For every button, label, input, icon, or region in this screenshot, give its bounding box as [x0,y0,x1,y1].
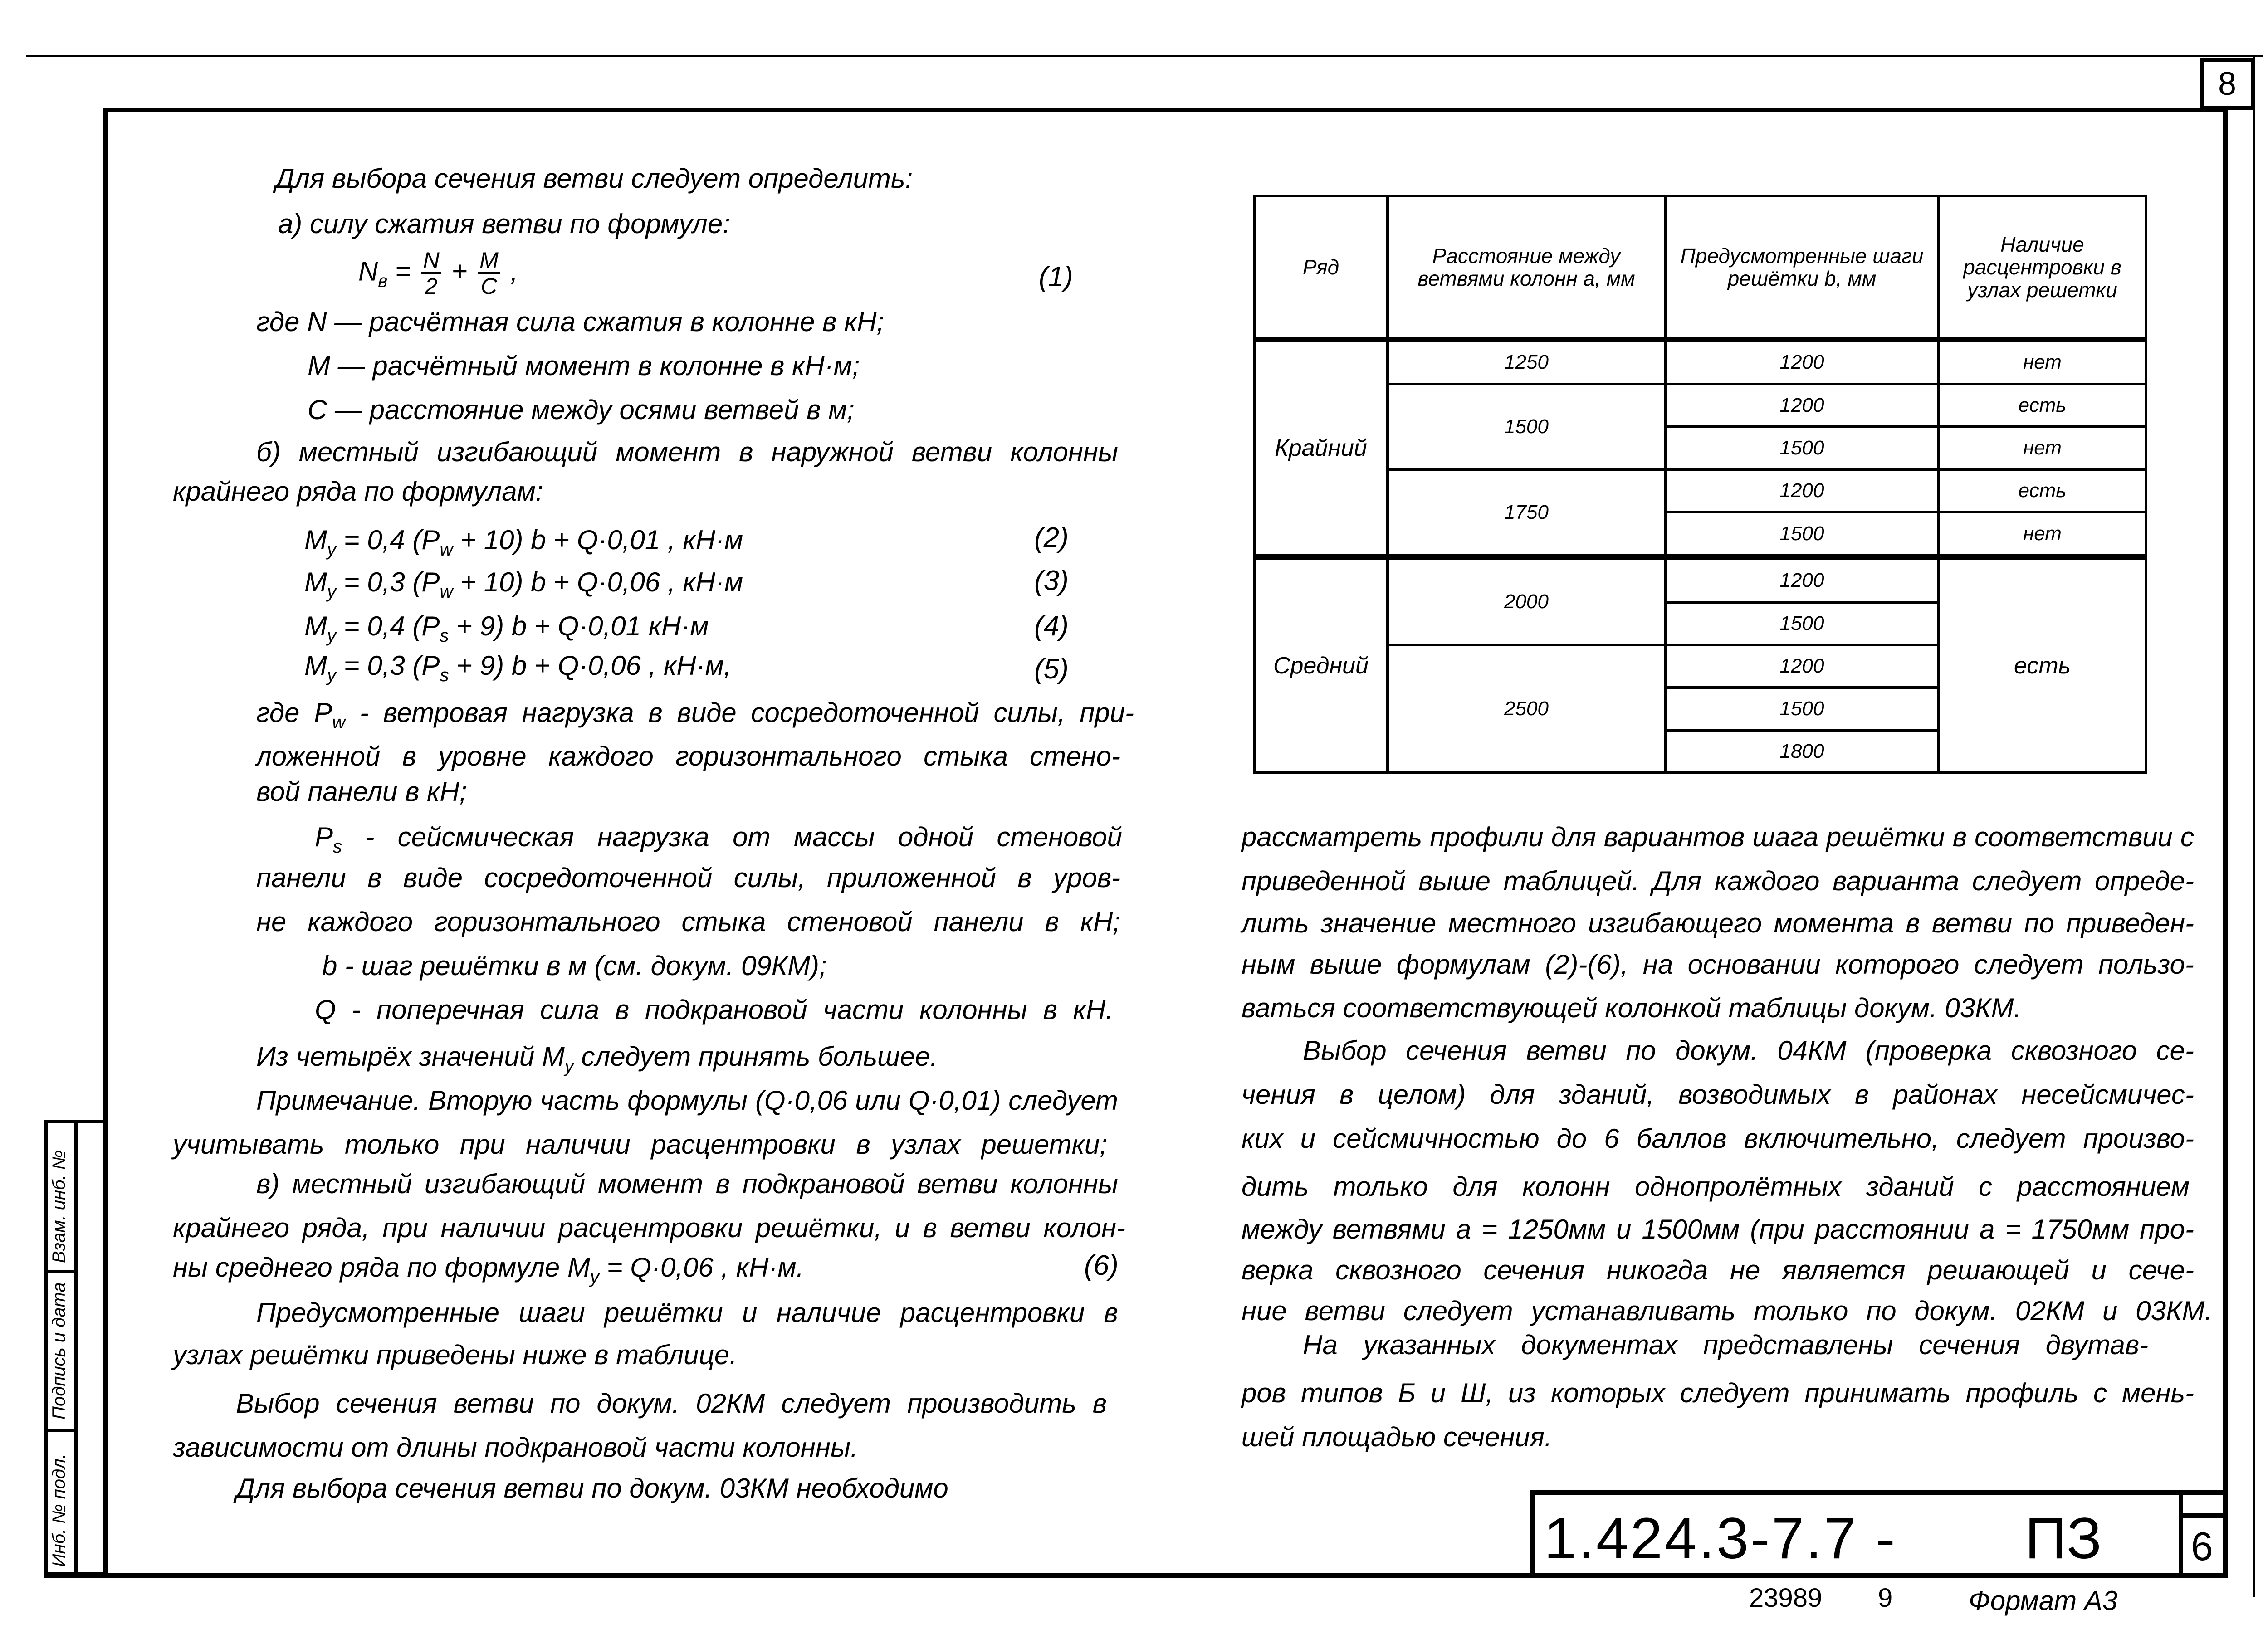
formula-number-1: (1) [1039,261,1073,293]
text-line [256,1040,938,1083]
text-line [1242,1171,2190,1203]
text-line [1242,948,2194,981]
denominator: C [480,273,497,299]
text-segment: + 9) b + Q·0,01 кН·м [449,611,709,641]
text-line [315,821,1122,863]
text-line [256,1084,1118,1117]
text-line [256,697,1134,739]
text-line [304,649,731,692]
text-segment: Для выбора сечения ветви следует определить: [275,163,913,194]
text-segment: шей площадью сечения. [1242,1422,1552,1452]
text-segment: = 0,3 (P [336,567,440,597]
subscript: s [333,837,342,857]
frame-top [103,108,2226,112]
table-row [1254,469,2146,512]
spacing: 2000 [1388,557,1665,644]
lattice-table [1253,195,2147,774]
margin-label-inv: Инб. № подл. [49,1454,69,1567]
text-line [173,1251,804,1293]
text-line [278,208,730,240]
text-segment: M — расчётный момент в колонне в кН·м; [308,351,860,381]
step: 1800 [1665,730,1939,773]
text-segment: = 0,4 (P [336,611,440,641]
sheet-cell [2179,1495,2228,1576]
text-segment: = 0,4 (P [336,525,440,555]
decentering: нет [1939,427,2146,469]
text-segment: лить значение местного изгибающего момента в ветви по приведен- [1242,908,2194,938]
text-line [1242,821,2194,854]
margin-stamp-value-column [74,1120,107,1576]
text-line [256,436,1118,468]
text-segment: M [304,567,327,597]
text-segment: M [304,525,327,555]
text-segment: б) местный изгибающий момент в наружной ветви колонны [256,437,1118,467]
text-segment: в) местный изгибающий момент в подкрановой ветви колонны [256,1169,1118,1199]
header-row-type: Ряд [1254,196,1388,339]
text-segment: узлах решётки приведены ниже в таблице. [173,1340,737,1370]
formula-subscript: в [378,271,388,291]
text-line [236,1472,948,1505]
document-code: 1.424.3-7.7 - [1544,1506,1897,1571]
subscript: y [327,540,336,560]
subscript: y [327,626,336,646]
decentering: нет [1939,512,2146,557]
spacing: 2500 [1388,645,1665,773]
text-segment: P [315,822,333,852]
text-line [1242,1213,2194,1246]
formula-number-4: (4) [1034,610,1069,642]
text-segment: Из четырёх значений M [256,1041,565,1072]
decentering: есть [1939,469,2146,512]
text-line [173,475,543,508]
header-decentering: Наличие расцентровки в узлах решетки [1939,196,2146,339]
row-type-sredniy: Средний [1254,557,1388,773]
formula-comma: , [510,256,518,287]
text-segment: чения в целом) для зданий, возводимых в районах несейсмичес- [1242,1079,2194,1110]
text-line [256,906,1120,938]
text-line [173,1339,737,1371]
text-segment: крайнего ряда по формулам: [173,476,543,507]
text-line [275,162,913,195]
step: 1200 [1665,339,1939,384]
text-segment: рассматреть профили для вариантов шага решётки в соответствии с [1242,822,2194,852]
text-line [304,524,743,566]
text-line [304,610,709,652]
text-segment: вой панели в кН; [256,776,467,807]
copy-number: 9 [1878,1583,1893,1613]
text-line [173,1212,1125,1244]
text-line [1242,1122,2194,1155]
text-segment: приведенной выше таблицей. Для каждого варианта следует опреде- [1242,866,2194,896]
decentering: нет [1939,339,2146,384]
text-segment: Примечание. Вторую часть формулы (Q·0,06 или Q·0,01) следует [256,1085,1118,1116]
table-header-row [1254,196,2146,339]
text-segment: ваться соответствующей колонкой таблицы докум. 03КМ. [1242,993,2022,1023]
text-segment: M [304,650,327,681]
text-segment: Выбор сечения ветви по докум. 02КМ следует производить в [236,1388,1107,1419]
text-segment: ложенной в уровне каждого горизонтального стыка стено- [256,741,1120,771]
text-line [256,740,1120,773]
document-type: ПЗ [2025,1506,2102,1571]
decentering: есть [1939,384,2146,427]
text-segment: Q - поперечная сила в подкрановой части колонны в кН. [315,995,1113,1025]
frame-right [2223,108,2228,1577]
text-line [1242,992,2021,1024]
page-number: 8 [2218,66,2237,102]
margin-label-replace: Взам. инб. № [49,1150,69,1263]
text-line [322,950,827,982]
text-segment: C — расстояние между осями ветвей в м; [308,395,855,425]
step: 1200 [1665,384,1939,427]
text-segment: ние ветви следует устанавливать только по докум. 02КМ и 03КМ. [1242,1296,2212,1326]
outer-right-rule [2253,55,2255,1597]
formula-number-2: (2) [1034,522,1069,553]
text-segment: панели в виде сосредоточенной силы, приложенной в уров- [256,863,1120,893]
title-block [1530,1490,2228,1576]
subscript: y [327,665,336,685]
text-segment: - сейсмическая нагрузка от массы одной стеновой [342,822,1122,852]
text-segment: верка сквозного сечения никогда не является решающей и сече- [1242,1255,2194,1285]
table-row [1254,384,2146,427]
text-line [1303,1329,2148,1361]
formula-symbol: N [358,256,378,287]
text-segment: не каждого горизонтального стыка стеновой панели в кН; [256,907,1120,937]
text-line [308,394,855,426]
text-segment: M [304,611,327,641]
spacing: 1250 [1388,339,1665,384]
step: 1200 [1665,557,1939,602]
step: 1500 [1665,602,1939,645]
table-row [1254,557,2146,602]
text-segment: где P [256,698,332,728]
subscript: s [440,665,449,685]
text-line [256,306,884,338]
text-line [256,776,467,808]
text-line [173,1431,858,1464]
spacing: 1750 [1388,469,1665,557]
formula-number-6: (6) [1084,1250,1119,1281]
text-line [304,566,743,608]
text-segment: ров типов Б и Ш, из которых следует принимать профиль с мень- [1242,1378,2194,1408]
top-rule [26,55,2263,57]
text-line [1303,1034,2194,1067]
step: 1200 [1665,469,1939,512]
inventory-number: 23989 [1749,1583,1823,1613]
subscript: s [440,626,449,646]
text-segment: ких и сейсмичностью до 6 баллов включительно, следует произво- [1242,1123,2194,1154]
step: 1500 [1665,512,1939,557]
margin-label-sign: Подпись и дата [49,1282,69,1419]
text-segment: Для выбора сечения ветви по докум. 03КМ необходимо [236,1473,948,1503]
text-segment: между ветвями a = 1250мм и 1500мм (при расстоянии a = 1750мм про- [1242,1214,2194,1244]
text-segment: ным выше формулам (2)-(6), на основании которого следует пользо- [1242,949,2194,980]
text-segment: Предусмотренные шаги решётки и наличие расцентровки в [256,1298,1118,1328]
text-segment: а) силу сжатия ветви по формуле: [278,209,730,239]
text-segment: + 9) b + Q·0,06 , кН·м, [449,650,732,681]
subscript: y [564,1056,574,1076]
text-line [315,994,1113,1026]
text-segment: следует принять большее. [573,1041,938,1072]
subscript: y [590,1267,599,1287]
step: 1200 [1665,645,1939,688]
text-line [1242,1078,2194,1111]
text-segment: b - шаг решётки в м (см. докум. 09КМ); [322,951,827,981]
text-line [256,862,1120,894]
subscript: w [440,582,453,602]
text-segment: ны среднего ряда по формуле M [173,1252,590,1283]
header-step: Предусмотренные шаги решётки b, мм [1665,196,1939,339]
fraction-m-c [478,249,500,298]
formula-plus: + [451,256,468,287]
formula-1 [358,249,518,298]
text-segment: = 0,3 (P [336,650,440,681]
formula-number-3: (3) [1034,565,1069,596]
text-segment: крайнего ряда, при наличии расцентровки решётки, и в ветви колон- [173,1213,1125,1243]
text-segment: учитывать только при наличии расцентровки в узлах решетки; [173,1129,1107,1160]
text-segment: Выбор сечения ветви по докум. 04КМ (проверка сквозного се- [1303,1035,2194,1066]
text-line [1242,1421,1552,1454]
text-segment: - ветровая нагрузка в виде сосредоточенной силы, при- [345,698,1134,728]
formula-eq: = [395,256,411,287]
spacing: 1500 [1388,384,1665,469]
decentering: есть [1939,557,2146,773]
numerator: N [421,249,441,274]
step: 1500 [1665,688,1939,730]
page-number-box [2200,58,2254,110]
text-segment: На указанных документах представлены сечения двутав- [1303,1330,2149,1360]
text-segment: + 10) b + Q·0,06 , кН·м [453,567,743,597]
text-segment: зависимости от длины подкрановой части колонны. [173,1432,858,1463]
text-line [1242,1295,2212,1327]
table-row [1254,339,2146,384]
step: 1500 [1665,427,1939,469]
text-line [308,350,860,382]
formula-number-5: (5) [1034,654,1069,685]
text-segment: дить только для колонн однопролётных зданий с расстоянием [1242,1171,2190,1202]
sheet-format: Формат А3 [1969,1585,2118,1616]
numerator: M [478,249,500,274]
subscript: y [327,582,336,602]
subscript: w [440,540,453,560]
text-line [256,1297,1118,1329]
text-line [1242,907,2194,940]
text-line [256,1168,1118,1200]
text-segment: + 10) b + Q·0,01 , кН·м [453,525,743,555]
text-line [1242,865,2194,898]
text-line [1242,1254,2194,1287]
text-line [1242,1377,2194,1410]
sheet-number: 6 [2191,1524,2213,1569]
text-line [173,1128,1107,1161]
text-line [236,1387,1107,1420]
subscript: w [332,712,346,732]
header-spacing: Расстояние между ветвями колонн a, мм [1388,196,1665,339]
fraction-n-2 [421,249,441,298]
denominator: 2 [425,273,438,299]
text-segment: = Q·0,06 , кН·м. [599,1252,804,1283]
row-type-krainiy: Крайний [1254,339,1388,557]
text-segment: где N — расчётная сила сжатия в колонне в кН; [256,307,885,337]
